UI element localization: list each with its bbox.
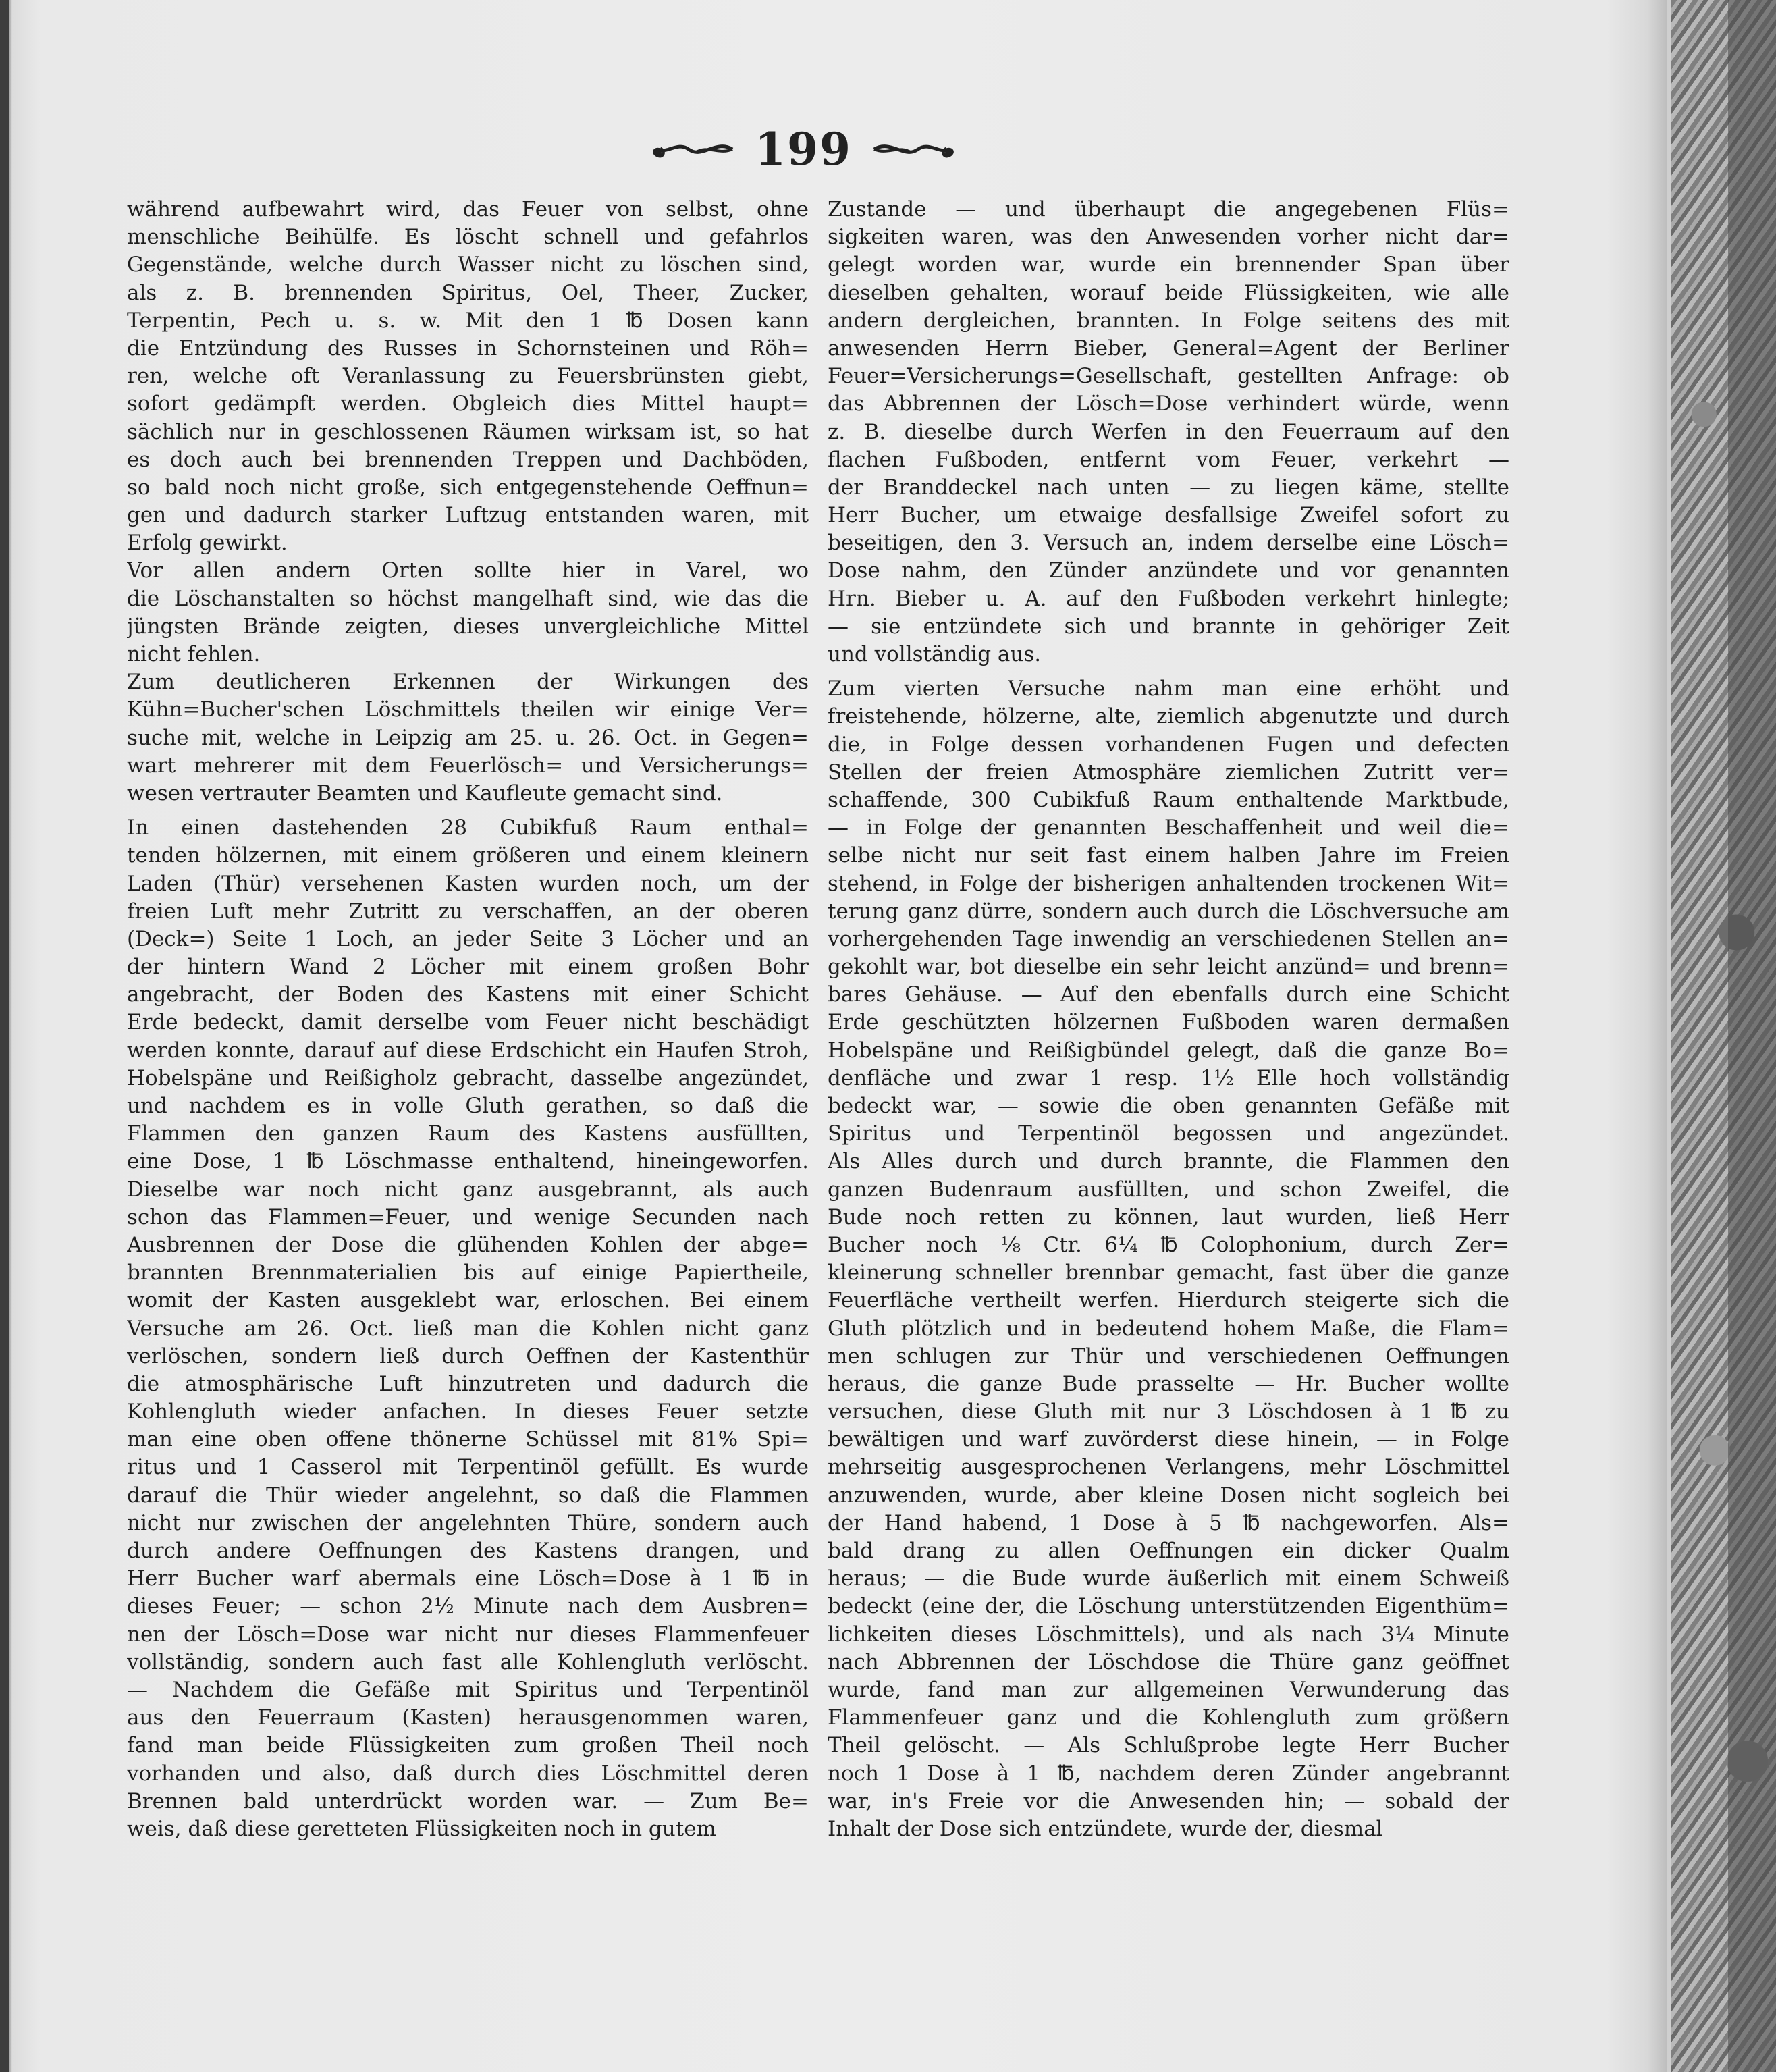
text-line: Kühn=Bucher'schen Löschmittels theilen wir einige Ver=: [127, 697, 809, 722]
text-line: Erfolg gewirkt.: [127, 531, 288, 556]
text-line: gen und dadurch starker Luftzug entstanden waren, mit: [127, 503, 809, 528]
text-line: Inhalt der Dose sich entzündete, wurde der, diesmal: [828, 1816, 1383, 1841]
text-line: mehrseitig ausgesprochenen Verlangens, mehr Löschmittel: [828, 1455, 1509, 1480]
text-line: fand man beide Flüssigkeiten zum großen Theil noch: [127, 1733, 809, 1758]
text-line: Feuerfläche vertheilt werfen. Hierdurch steigerte sich die: [828, 1288, 1509, 1313]
cover-shadow: [1728, 0, 1776, 2072]
text-line: terung ganz dürre, sondern auch durch die Löschversuche am: [828, 899, 1509, 924]
text-line: — sie entzündete sich und brannte in gehöriger Zeit: [828, 614, 1509, 639]
text-line: vorhanden und also, daß durch dies Löschmittel deren: [127, 1761, 809, 1786]
text-line: durch andere Oeffnungen des Kastens drangen, und: [127, 1539, 809, 1563]
page-number: 199: [755, 123, 852, 176]
text-line: Versuche am 26. Oct. ließ man die Kohlen nicht ganz: [127, 1316, 809, 1341]
text-line: vollständig, sondern auch fast alle Kohlengluth verlöscht.: [127, 1649, 809, 1674]
text-line: Spiritus und Terpentinöl begossen und angezündet.: [828, 1121, 1509, 1146]
text-line: sigkeiten waren, was den Anwesenden vorher nicht dar=: [828, 225, 1509, 250]
text-line: wurde, fand man zur allgemeinen Verwunderung das: [828, 1677, 1509, 1702]
text-line: angebracht, der Boden des Kastens mit einer Schicht: [127, 982, 809, 1007]
text-line: die, in Folge dessen vorhandenen Fugen und defecten: [828, 732, 1509, 757]
text-line: schaffende, 300 Cubikfuß Raum enthaltende Marktbude,: [828, 787, 1509, 812]
left-ornament-icon: [648, 132, 736, 166]
text-line: Bude noch retten zu können, laut wurden, ließ Herr: [828, 1204, 1509, 1229]
text-line: — Nachdem die Gefäße mit Spiritus und Terpentinöl: [127, 1677, 809, 1702]
text-line: anwesenden Herrn Bieber, General=Agent der Berliner: [828, 336, 1509, 361]
text-line: bedeckt (eine der, die Löschung unterstützenden Eigenthüm=: [828, 1594, 1509, 1619]
text-line: anzuwenden, wurde, aber kleine Dosen nicht sogleich bei: [828, 1483, 1509, 1508]
text-line: noch 1 Dose à 1 ℔, nachdem deren Zünder angebrannt: [828, 1761, 1509, 1786]
text-line: nicht fehlen.: [127, 642, 261, 666]
text-line: Kohlengluth wieder anfachen. In dieses Feuer setzte: [127, 1400, 809, 1425]
text-line: aus den Feuerraum (Kasten) herausgenommen waren,: [127, 1705, 809, 1730]
text-line: Gluth plötzlich und in bedeutend hohem Maße, die Flam=: [828, 1316, 1509, 1341]
text-line: Zustande — und überhaupt die angegebenen Flüs=: [828, 197, 1509, 221]
text-line: suche mit, welche in Leipzig am 25. u. 26. Oct. in Gegen=: [127, 725, 809, 750]
paragraph-gap: [828, 668, 1509, 675]
text-line: Erde bedeckt, damit derselbe vom Feuer nicht beschädigt: [127, 1010, 809, 1035]
text-line: versuchen, diese Gluth mit nur 3 Löschdosen à 1 ℔ zu: [828, 1400, 1509, 1425]
text-line: Stellen der freien Atmosphäre ziemlichen Zutritt ver=: [828, 760, 1509, 785]
text-line: andern dergleichen, brannten. In Folge seitens des mit: [828, 308, 1509, 333]
text-line: kleinerung schneller brennbar gemacht, fast über die ganze: [828, 1260, 1509, 1285]
text-line: Flammen den ganzen Raum des Kastens ausfüllten,: [127, 1121, 809, 1146]
text-line: man eine oben offene thönerne Schüssel mit 81% Spi=: [127, 1427, 809, 1452]
text-line: nach Abbrennen der Löschdose die Thüre ganz geöffnet: [828, 1649, 1509, 1674]
text-line: ritus und 1 Casserol mit Terpentinöl gefüllt. Es wurde: [127, 1455, 809, 1480]
text-line: während aufbewahrt wird, das Feuer von selbst, ohne: [127, 197, 809, 221]
text-line: tenden hölzernen, mit einem größeren und einem kleinern: [127, 843, 809, 868]
text-line: Als Alles durch und durch brannte, die Flammen den: [828, 1149, 1509, 1174]
paragraph-gap: [127, 807, 809, 814]
text-line: Ausbrennen der Dose die glühenden Kohlen der abge=: [127, 1232, 809, 1257]
text-line: heraus; — die Bude wurde äußerlich mit einem Schweiß: [828, 1566, 1509, 1591]
text-line: heraus, die ganze Bude prasselte — Hr. Bucher wollte: [828, 1371, 1509, 1396]
text-line: In einen dastehenden 28 Cubikfuß Raum enthal=: [127, 816, 809, 841]
text-line: so bald noch nicht große, sich entgegenstehende Oeffnun=: [127, 475, 809, 500]
text-line: stehend, in Folge der bisherigen anhaltenden trockenen Wit=: [828, 871, 1509, 896]
text-line: z. B. dieselbe durch Werfen in den Feuerraum auf den: [828, 419, 1509, 444]
text-line: Terpentin, Pech u. s. w. Mit den 1 ℔ Dosen kann: [127, 308, 809, 333]
text-line: die Löschanstalten so höchst mangelhaft sind, wie das die: [127, 586, 809, 611]
text-line: bedeckt war, — sowie die oben genannten Gefäße mit: [828, 1094, 1509, 1118]
text-line: Gegenstände, welche durch Wasser nicht zu löschen sind,: [127, 253, 809, 277]
text-line: flachen Fußboden, entfernt vom Feuer, verkehrt —: [828, 447, 1509, 472]
left-text-column: [127, 196, 809, 1843]
right-ornament-icon: [871, 132, 959, 166]
text-line: dieselben gehalten, worauf beide Flüssigkeiten, wie alle: [828, 280, 1509, 305]
text-line: es doch auch bei brennenden Treppen und Dachböden,: [127, 447, 809, 472]
text-line: Theil gelöscht. — Als Schlußprobe legte Herr Bucher: [828, 1733, 1509, 1758]
page-header: [648, 119, 959, 180]
text-line: womit der Kasten ausgeklebt war, erloschen. Bei einem: [127, 1288, 809, 1313]
text-line: nicht nur zwischen der angelehnten Thüre, sondern auch: [127, 1510, 809, 1535]
text-line: dieses Feuer; — schon 2½ Minute nach dem Ausbren=: [127, 1594, 809, 1619]
text-line: verlöschen, sondern ließ durch Oeffnen der Kastenthür: [127, 1344, 809, 1369]
text-line: bald drang zu allen Oeffnungen ein dicker Qualm: [828, 1539, 1509, 1563]
text-line: sächlich nur in geschlossenen Räumen wirksam ist, so hat: [127, 419, 809, 444]
text-line: lichkeiten dieses Löschmittels), und als nach 3¼ Minute: [828, 1622, 1509, 1647]
text-line: Brennen bald unterdrückt worden war. — Zum Be=: [127, 1788, 809, 1813]
text-line: eine Dose, 1 ℔ Löschmasse enthaltend, hineingeworfen.: [127, 1149, 809, 1174]
text-line: Hrn. Bieber u. A. auf den Fußboden verkehrt hinlegte;: [828, 586, 1509, 611]
text-line: freistehende, hölzerne, alte, ziemlich abgenutzte und durch: [828, 704, 1509, 729]
text-line: die atmosphärische Luft hinzutreten und dadurch die: [127, 1371, 809, 1396]
text-line: vorhergehenden Tage inwendig an verschiedenen Stellen an=: [828, 926, 1509, 951]
text-line: gelegt worden war, wurde ein brennender Span über: [828, 253, 1509, 277]
text-line: die Entzündung des Russes in Schornsteinen und Röh=: [127, 336, 809, 361]
text-line: nen der Lösch=Dose war nicht nur dieses Flammenfeuer: [127, 1622, 809, 1647]
text-line: Herr Bucher, um etwaige desfallsige Zweifel sofort zu: [828, 503, 1509, 528]
text-line: werden konnte, darauf auf diese Erdschicht ein Haufen Stroh,: [127, 1038, 809, 1063]
text-line: und vollständig aus.: [828, 642, 1042, 666]
text-line: der hintern Wand 2 Löcher mit einem großen Bohr: [127, 955, 809, 980]
text-line: wesen vertrauter Beamten und Kaufleute gemacht sind.: [127, 780, 723, 805]
page-gutter-edge: [0, 0, 9, 2072]
text-line: men schlugen zur Thür und verschiedenen Oeffnungen: [828, 1344, 1509, 1369]
right-text-column: [828, 196, 1509, 1843]
text-line: brannten Brennmaterialien bis auf einige Papiertheile,: [127, 1260, 809, 1285]
text-line: menschliche Beihülfe. Es löscht schnell und gefahrlos: [127, 225, 809, 250]
text-line: Bucher noch ⅛ Ctr. 6¼ ℔ Colophonium, durch Zer=: [828, 1232, 1509, 1257]
text-line: (Deck=) Seite 1 Loch, an jeder Seite 3 Löcher und an: [127, 926, 809, 951]
text-line: Herr Bucher warf abermals eine Lösch=Dose à 1 ℔ in: [127, 1566, 809, 1591]
text-line: bewältigen und warf zuvörderst diese hinein, — in Folge: [828, 1427, 1509, 1452]
text-line: schon das Flammen=Feuer, und wenige Secunden nach: [127, 1204, 809, 1229]
text-line: Zum deutlicheren Erkennen der Wirkungen des: [127, 670, 809, 695]
text-line: Dose nahm, den Zünder anzündete und vor genannten: [828, 558, 1509, 583]
text-line: das Abbrennen der Lösch=Dose verhindert würde, wenn: [828, 392, 1509, 417]
text-line: Vor allen andern Orten sollte hier in Varel, wo: [127, 558, 809, 583]
text-line: Feuer=Versicherungs=Gesellschaft, gestellten Anfrage: ob: [828, 364, 1509, 389]
text-line: ganzen Budenraum ausfüllten, und schon Zweifel, die: [828, 1177, 1509, 1202]
text-line: beseitigen, den 3. Versuch an, indem derselbe eine Lösch=: [828, 531, 1509, 556]
text-line: Erde geschützten hölzernen Fußboden waren dermaßen: [828, 1010, 1509, 1035]
text-line: weis, daß diese geretteten Flüssigkeiten noch in gutem: [127, 1816, 716, 1841]
text-line: Zum vierten Versuche nahm man eine erhöht und: [828, 676, 1509, 701]
text-line: der Branddeckel nach unten — zu liegen käme, stellte: [828, 475, 1509, 500]
text-line: Dieselbe war noch nicht ganz ausgebrannt, als auch: [127, 1177, 809, 1202]
text-line: der Hand habend, 1 Dose à 5 ℔ nachgeworfen. Als=: [828, 1510, 1509, 1535]
text-line: denfläche und zwar 1 resp. 1½ Elle hoch vollständig: [828, 1065, 1509, 1090]
text-line: war, in's Freie vor die Anwesenden hin; — sobald der: [828, 1788, 1509, 1813]
text-line: ren, welche oft Veranlassung zu Feuersbrünsten giebt,: [127, 364, 809, 389]
text-line: freien Luft mehr Zutritt zu verschaffen, an der oberen: [127, 899, 809, 924]
text-line: wart mehrerer mit dem Feuerlösch= und Versicherungs=: [127, 753, 809, 778]
text-line: selbe nicht nur seit fast einem halben Jahre im Freien: [828, 843, 1509, 868]
text-line: bares Gehäuse. — Auf den ebenfalls durch eine Schicht: [828, 982, 1509, 1007]
text-line: jüngsten Brände zeigten, dieses unvergleichliche Mittel: [127, 614, 809, 639]
text-line: als z. B. brennenden Spiritus, Oel, Theer, Zucker,: [127, 280, 809, 305]
text-line: gekohlt war, bot dieselbe ein sehr leicht anzünd= und brenn=: [828, 955, 1509, 980]
text-line: — in Folge der genannten Beschaffenheit und weil die=: [828, 816, 1509, 841]
text-line: Flammenfeuer ganz und die Kohlengluth zum größern: [828, 1705, 1509, 1730]
text-line: darauf die Thür wieder angelehnt, so daß die Flammen: [127, 1483, 809, 1508]
text-line: und nachdem es in volle Gluth gerathen, so daß die: [127, 1094, 809, 1118]
text-line: Hobelspäne und Reißigholz gebracht, dasselbe angezündet,: [127, 1065, 809, 1090]
text-line: sofort gedämpft werden. Obgleich dies Mittel haupt=: [127, 392, 809, 417]
text-line: Laden (Thür) versehenen Kasten wurden noch, um der: [127, 871, 809, 896]
text-line: Hobelspäne und Reißigbündel gelegt, daß die ganze Bo=: [828, 1038, 1509, 1063]
